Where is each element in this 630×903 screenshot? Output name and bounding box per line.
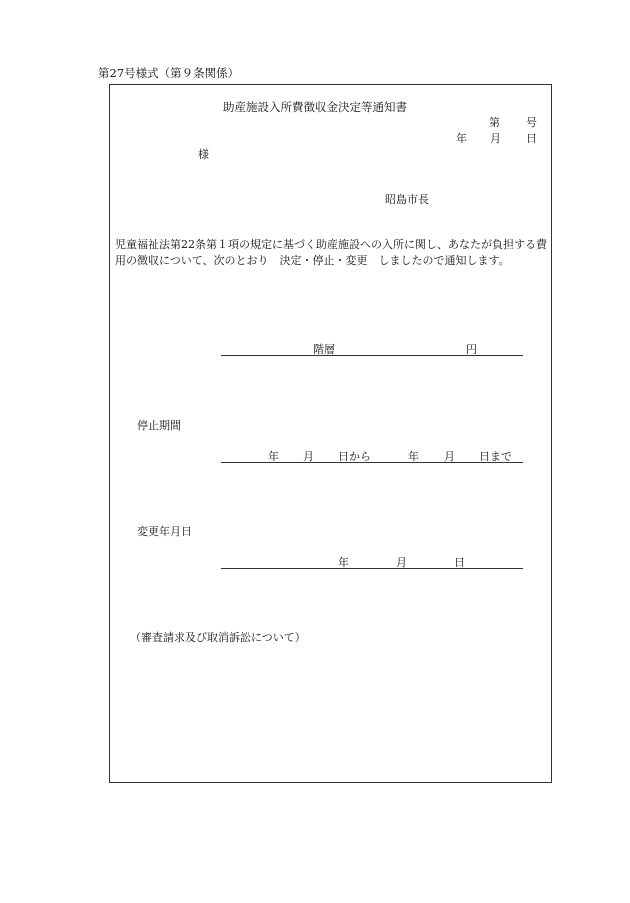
change-date-underline bbox=[221, 568, 523, 569]
notice-frame bbox=[109, 84, 552, 783]
change-date-day: 日 bbox=[454, 556, 465, 569]
suspension-to-year: 年 bbox=[408, 450, 419, 463]
document-number-suffix: 号 bbox=[526, 116, 537, 129]
issue-date-month: 月 bbox=[490, 132, 501, 145]
suspension-from-day: 日から bbox=[338, 450, 371, 463]
fee-underline bbox=[221, 355, 523, 356]
suspension-from-year: 年 bbox=[268, 450, 279, 463]
suspension-from-month: 月 bbox=[303, 450, 314, 463]
suspension-period-label: 停止期間 bbox=[137, 419, 181, 432]
appeal-note: （審査請求及び取消訴訟について） bbox=[130, 631, 306, 644]
suspension-underline bbox=[221, 462, 523, 463]
notice-body-text: 児童福祉法第22条第１項の規定に基づく助産施設への入所に関し、あなたが負担する費用の徴収について、次のとおり 決定・停止・変更 しましたので通知します。 bbox=[115, 238, 547, 267]
form-number-label: 第27号様式（第９条関係） bbox=[98, 66, 240, 80]
suspension-to-day: 日まで bbox=[479, 450, 512, 463]
fee-tier-label: 階層 bbox=[313, 343, 335, 356]
notice-title: 助産施設入所費徴収金決定等通知書 bbox=[223, 100, 407, 114]
recipient-honorific: 様 bbox=[198, 148, 209, 161]
change-date-month: 月 bbox=[396, 556, 407, 569]
issue-date-year: 年 bbox=[456, 132, 467, 145]
change-date-label: 変更年月日 bbox=[137, 525, 192, 538]
document-number-prefix: 第 bbox=[489, 116, 500, 129]
change-date-year: 年 bbox=[338, 556, 349, 569]
issue-date-day: 日 bbox=[526, 132, 537, 145]
suspension-to-month: 月 bbox=[444, 450, 455, 463]
fee-yen-label: 円 bbox=[466, 343, 477, 356]
issuer-name: 昭島市長 bbox=[385, 193, 429, 206]
